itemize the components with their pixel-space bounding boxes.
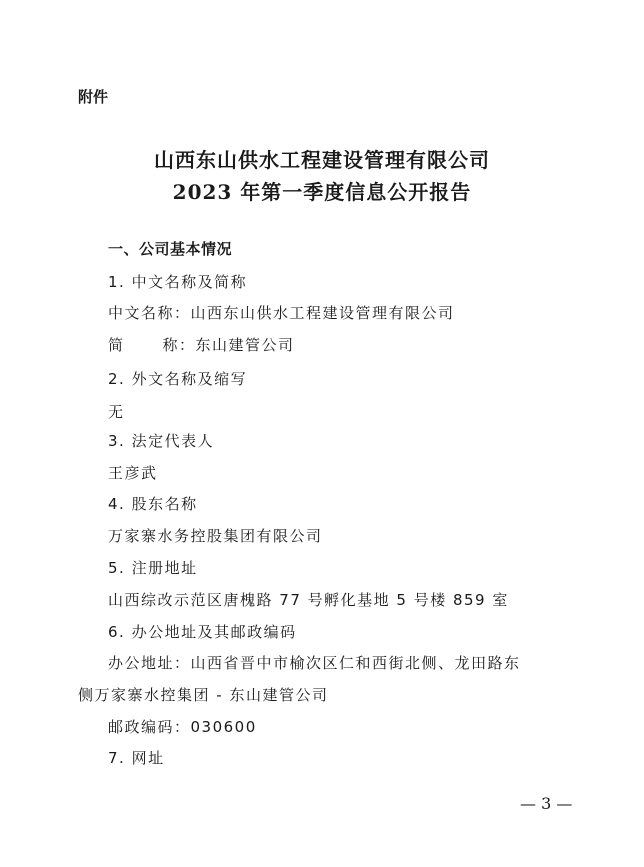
document-title-line2: 2023 年第一季度信息公开报告 [172,180,472,204]
item4-value: 万家寨水务控股集团有限公司 [108,527,323,545]
item6-postcode: 邮政编码：030600 [108,718,257,736]
short-name-label-part2: 称：东山建管公司 [162,336,295,354]
item5-heading: 5. 注册地址 [108,559,198,577]
item3-value: 王彦武 [108,464,158,482]
item1-heading: 1. 中文名称及简称 [108,273,248,291]
short-name-label-part1: 简 [108,336,125,354]
item2-value: 无 [108,403,125,421]
item4-heading: 4. 股东名称 [108,495,198,513]
item6-heading: 6. 办公地址及其邮政编码 [108,623,297,641]
item6-address-line1: 办公地址：山西省晋中市榆次区仁和西街北侧、龙田路东 [108,654,521,672]
item7-heading: 7. 网址 [108,749,165,767]
annex-label: 附件 [78,88,109,106]
item5-value: 山西综改示范区唐槐路 77 号孵化基地 5 号楼 859 室 [108,591,509,609]
page-number: — 3 — [520,794,573,813]
item6-address-line2: 侧万家寨水控集团 - 东山建管公司 [78,686,329,704]
item3-heading: 3. 法定代表人 [108,432,215,450]
section-heading-basic-info: 一、公司基本情况 [108,240,233,258]
item1-short-name [108,334,295,355]
document-title-line1: 山西东山供水工程建设管理有限公司 [154,148,490,172]
item1-chinese-name: 中文名称：山西东山供水工程建设管理有限公司 [108,304,455,322]
item2-heading: 2. 外文名称及缩写 [108,370,248,388]
